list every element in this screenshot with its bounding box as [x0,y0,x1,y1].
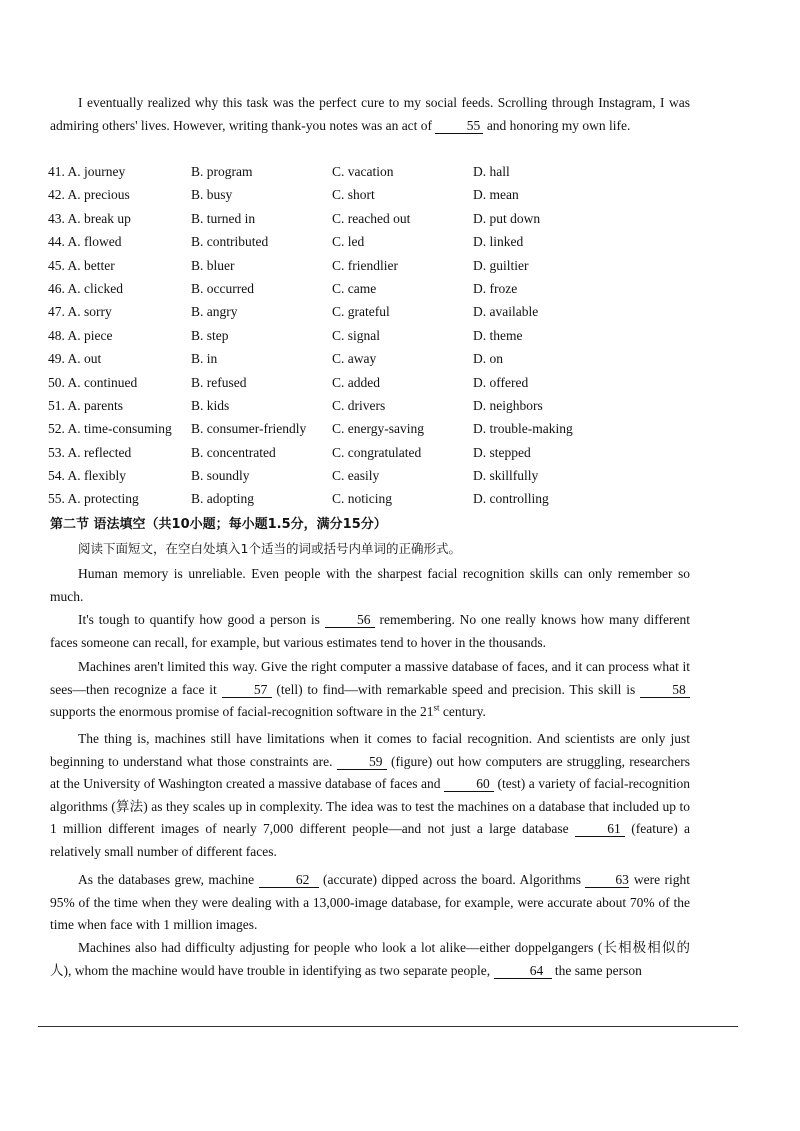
passage-text: supports the enormous promise of facial-recognition software in the 21 [50,704,434,719]
passage-paragraph-6 [50,937,690,982]
option-d: D. hall [473,164,510,179]
option-c: C. energy-saving [332,421,424,437]
option-row-54 [48,464,708,487]
option-b: B. program [191,164,253,179]
blank-57: 57 [222,682,272,698]
blank-60: 60 [444,776,494,792]
option-c: C. short [332,187,375,203]
passage-text: the same person [551,962,642,978]
option-c: C. away [332,351,377,367]
option-a: 50. A. continued [48,374,138,390]
passage-text: (figure) out how computers are struggling, researchers at the University of Washington created a massive database of faces and [50,753,690,791]
option-d: D. mean [473,187,519,203]
paragraph-55-text-end: and honoring my own life. [483,117,631,133]
section-heading: 第二节 语法填空（共10小题；每小题1.5分，满分15分） [50,517,387,532]
blank-58: 58 [640,682,690,698]
option-d: D. froze [473,280,518,296]
passage-paragraph-2 [50,609,690,654]
option-a: 43. A. break up [48,210,131,226]
option-row-45 [48,254,708,277]
option-d: D. theme [473,327,523,343]
passage-paragraph-4 [50,728,690,863]
option-b: B. in [191,351,218,367]
option-row-41 [48,160,708,183]
option-b: B. refused [191,374,247,390]
option-c: C. came [332,280,377,296]
blank-56: 56 [325,612,375,628]
option-a: 41. A. journey [48,164,126,179]
blank-59: 59 [337,754,387,770]
passage-paragraph-5 [50,869,690,937]
blank-61: 61 [575,821,625,837]
blank-55: 55 [435,118,483,134]
option-c: C. grateful [332,304,390,320]
option-row-42 [48,183,708,206]
option-d: D. trouble-making [473,421,573,437]
passage-text: (feature) a relatively small number of different faces. [50,821,691,859]
option-b: B. adopting [191,491,254,507]
option-row-52 [48,417,708,440]
option-b: B. turned in [191,210,256,226]
option-c: C. easily [332,468,380,484]
options-list [48,160,708,511]
option-b: B. soundly [191,468,250,484]
passage-paragraph-3 [50,656,690,724]
option-b: B. angry [191,304,238,320]
option-d: D. stepped [473,444,531,460]
option-b: B. contributed [191,234,269,250]
option-d: D. controlling [473,491,549,507]
option-a: 55. A. protecting [48,491,139,507]
option-row-43 [48,207,708,230]
option-b: B. consumer-friendly [191,421,307,437]
option-a: 44. A. flowed [48,234,122,250]
passage-text: (test) a variety of facial-recognition algorithms (算法) as they scales up in complexity. The idea was to test the machines on a database that included up to 1 million different images of nearly 7,000 different people—and not just a large database [50,776,690,836]
passage-text: were right 95% of the time when they were dealing with a 13,000-image database, for example, were accurate about 70% of the time when face with 1 million images. [50,872,690,932]
option-c: C. signal [332,327,381,343]
option-c: C. congratulated [332,444,422,460]
paragraph-55-text: I eventually realized why this task was the perfect cure to my social feeds. Scrolling through Instagram, I was admiring others' lives. However, writing thank-you notes was an act of [50,95,690,133]
option-a: 54. A. flexibly [48,468,126,484]
option-d: D. available [473,304,539,320]
passage-text: As the databases grew, machine [78,872,259,887]
passage-text: century. [439,704,486,719]
option-a: 45. A. better [48,257,115,273]
option-c: C. vacation [332,164,394,179]
section-instruction: 阅读下面短文，在空白处填入1个适当的词或括号内单词的正确形式。 [78,541,461,556]
option-c: C. drivers [332,397,386,413]
option-row-44 [48,230,708,253]
option-row-51 [48,394,708,417]
option-a: 48. A. piece [48,327,113,343]
option-row-47 [48,300,708,323]
option-d: D. put down [473,210,541,226]
option-b: B. bluer [191,257,235,273]
option-row-55 [48,487,708,510]
option-a: 51. A. parents [48,397,123,413]
passage-text: (tell) to find—with remarkable speed and precision. This skill is [271,681,640,697]
page-bottom-rule [38,1026,738,1027]
passage-text: (accurate) dipped across the board. Algorithms [318,872,586,887]
option-b: B. occurred [191,280,254,296]
paragraph-55 [50,92,690,137]
passage-text: The thing is, machines still have limitations when it comes to facial recognition. And scientists are only just beginning to understand what those constraints are. [50,731,690,769]
option-d: D. skillfully [473,468,539,484]
option-b: B. busy [191,187,233,203]
option-a: 47. A. sorry [48,304,112,320]
option-row-48 [48,324,708,347]
option-c: C. reached out [332,210,411,226]
option-d: D. offered [473,374,529,390]
superscript: st [433,702,440,713]
passage-paragraph-1: Human memory is unreliable. Even people with the sharpest facial recognition skills can only remember so much. [50,566,690,604]
option-d: D. guiltier [473,257,529,273]
passage-text: Machines also had difficulty adjusting for people who look a lot alike—either doppelgangers (长相极相似的人), whom the machine would have trouble in identifying as two separate people, [50,940,690,978]
option-row-53 [48,441,708,464]
option-c: C. added [332,374,380,390]
blank-64: 64 [494,963,552,979]
option-b: B. kids [191,397,230,413]
option-d: D. linked [473,234,524,250]
option-a: 46. A. clicked [48,280,123,296]
option-a: 42. A. precious [48,187,130,203]
option-c: C. noticing [332,491,392,507]
blank-62: 62 [259,872,319,888]
option-c: C. led [332,234,365,250]
blank-63: 63 [585,872,629,888]
option-b: B. step [191,327,229,343]
option-row-50 [48,371,708,394]
option-a: 52. A. time-consuming [48,421,172,437]
option-a: 49. A. out [48,351,102,367]
option-b: B. concentrated [191,444,276,460]
option-row-49 [48,347,708,370]
option-d: D. on [473,351,503,367]
option-row-46 [48,277,708,300]
passage-text: It's tough to quantify how good a person is [78,612,325,627]
passage-text: Machines aren't limited this way. Give the right computer a massive database of faces, and it can process what it sees—then recognize a face it [50,659,690,697]
option-c: C. friendlier [332,257,398,273]
option-d: D. neighbors [473,397,543,413]
passage-text: remembering. No one really knows how many different faces someone can recall, for example, but various estimates tend to hover in the thousands. [50,612,690,650]
option-a: 53. A. reflected [48,444,132,460]
